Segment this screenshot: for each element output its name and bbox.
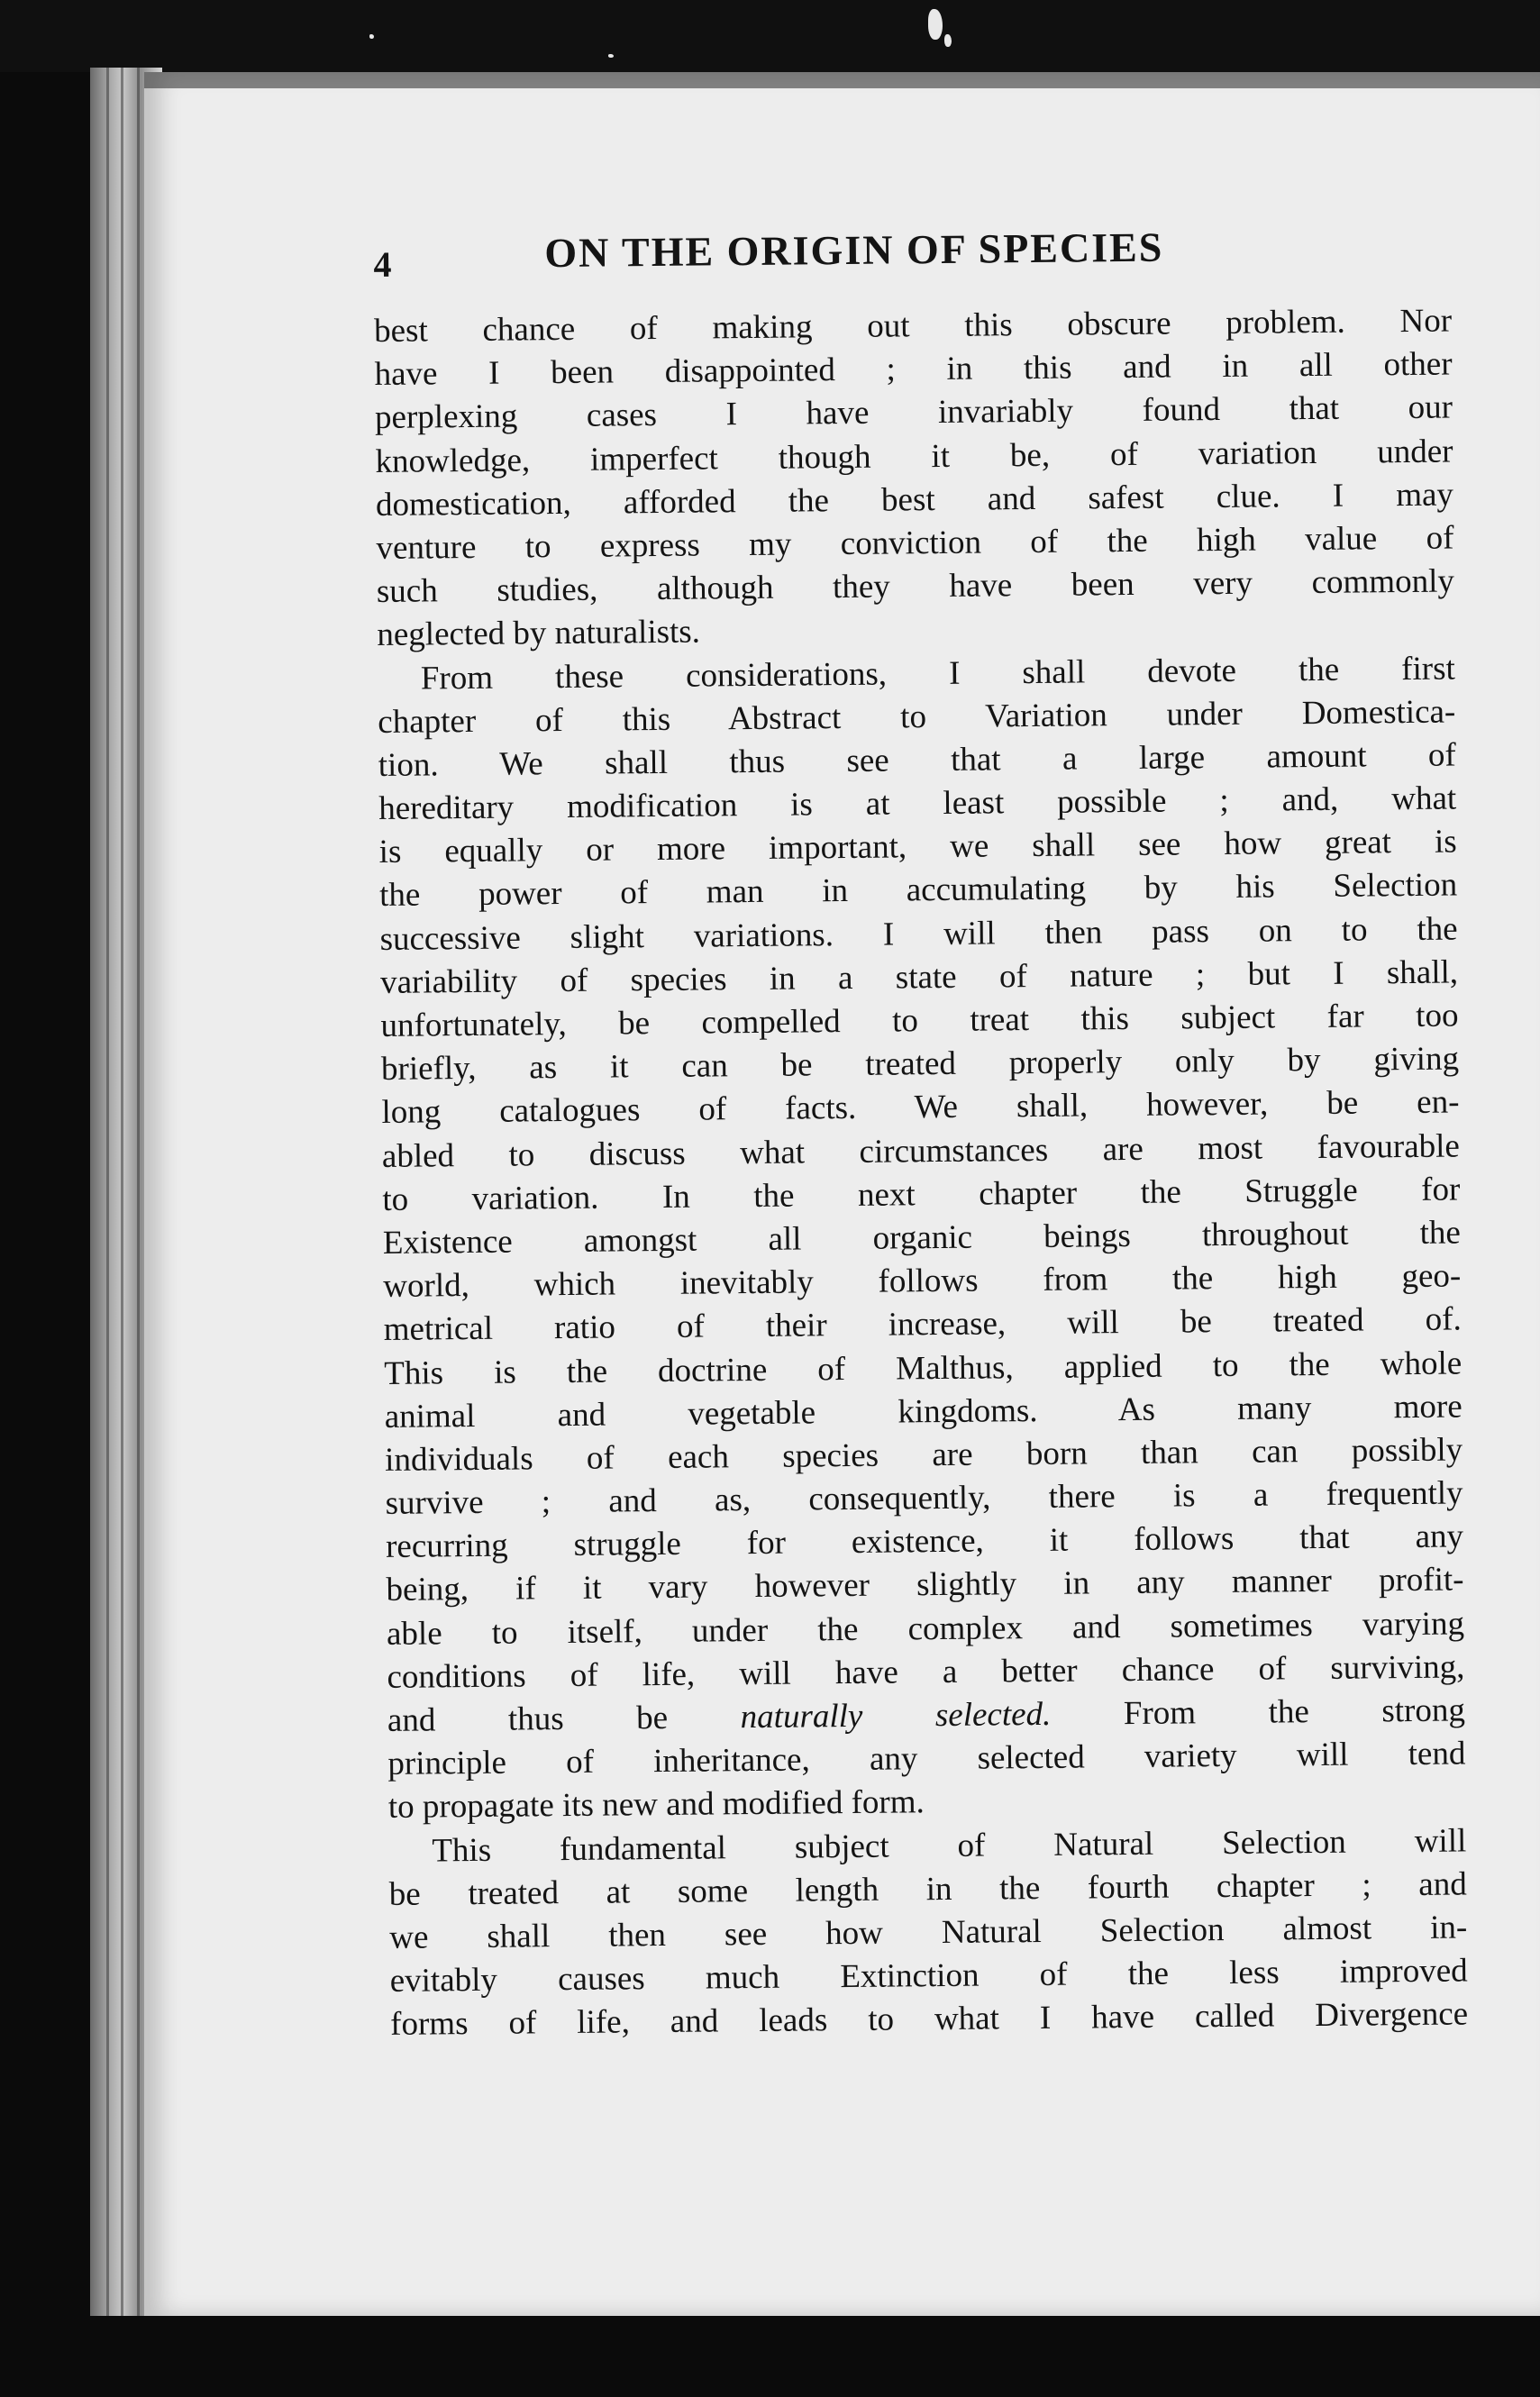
text-line: This fundamental subject of Natural Selection will [432,1821,1467,1870]
text-line: long catalogues of facts. We shall, however, be en- [381,1083,1460,1132]
text-line: hereditary modification is at least possible ; and, what [378,779,1457,828]
page-number: 4 [373,243,392,285]
text-line: is equally or more important, we shall see how great is [378,823,1457,871]
text-line: tion. We shall thus see that a large amount of [378,736,1456,784]
dust-speck [608,54,614,58]
text-line: best chance of making out this obscure problem. Nor [373,302,1453,350]
text-line: successive slight variations. I will then pass on to the [379,910,1458,958]
italic-phrase: naturally selected. [740,1695,1052,1736]
text-line: the power of man in accumulating by his Selection [378,866,1458,915]
text-line: individuals of each species are born than can possibly [384,1431,1463,1479]
text-line: such studies, although they have been very commonly [376,562,1455,611]
scan-background-bottom [0,2316,1540,2397]
text-line: Existence amongst all organic beings throughout the [382,1214,1462,1262]
dust-speck [928,9,943,40]
text-line: chapter of this Abstract to Variation under Domestica- [378,693,1456,741]
text-line: neglected by naturalists. [377,613,701,654]
text-line: animal and vegetable kingdoms. As many more [384,1388,1463,1435]
text-line: domestication, afforded the best and safest clue. I may [375,476,1454,524]
scan-background-top [0,0,1540,72]
text-line: abled to discuss what circumstances are most favourable [381,1127,1461,1175]
text-line: have I been disappointed ; in this and in all other [374,345,1453,394]
page-edge-line [137,68,140,2316]
text-line: From these considerations, I shall devote the first [420,649,1455,697]
text-line: able to itself, under the complex and sometimes varying [386,1605,1465,1653]
text-segment: and thus be [387,1699,669,1739]
text-line: metrical ratio of their increase, will be treated of. [383,1300,1462,1349]
page-edge-line [121,68,123,2316]
text-line: conditions of life, will have a better chance of surviving, [387,1648,1465,1696]
text-line: recurring struggle for existence, it follows that any [385,1517,1464,1566]
text-line: principle of inheritance, any selected variety will tend [387,1735,1466,1783]
text-line: we shall then see how Natural Selection almost in- [389,1909,1468,1956]
text-line: forms of life, and leads to what I have called Divergence [389,1995,1469,2044]
text-line: This is the doctrine of Malthus, applied to the whole [384,1344,1463,1392]
text-line: venture to express my conviction of the high value of [376,519,1454,567]
text-line: being, if it vary however slightly in any manner profit- [386,1561,1464,1609]
dust-speck [369,34,374,39]
running-head [373,214,1452,287]
text-line: evitably causes much Extinction of the less improved [389,1952,1468,2001]
text-line: perplexing cases I have invariably found that our [374,388,1453,437]
dust-speck [944,34,952,47]
running-title: ON THE ORIGIN OF SPECIES [544,223,1164,277]
text-line: to propagate its new and modified form. [387,1783,925,1827]
page-text [373,214,1468,2047]
text-line: world, which inevitably follows from the high geo- [383,1257,1462,1306]
text-line: survive ; and as, consequently, there is a frequently [385,1474,1463,1522]
text-line: to variation. In the next chapter the Struggle for [382,1171,1461,1218]
text-line: variability of species in a state of nature ; but I shall, [379,953,1459,1001]
text-line: briefly, as it can be treated properly only by giving [380,1040,1460,1089]
page-top-shadow [144,72,1540,88]
text-line: unfortunately, be compelled to treat this subject far too [380,997,1459,1044]
page-edge-line [106,68,109,2316]
text-segment: From the strong [1123,1691,1466,1733]
text-line: be treated at some length in the fourth chapter ; and [388,1865,1467,1913]
text-line: knowledge, imperfect though it be, of variation under [375,433,1453,480]
